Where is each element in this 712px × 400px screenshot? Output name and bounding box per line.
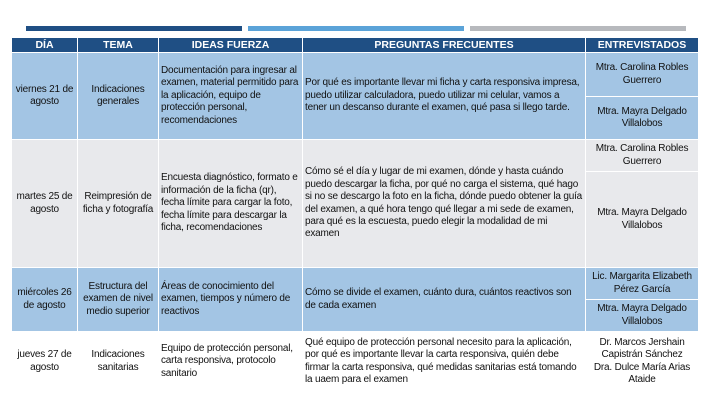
cell-tema: Reimpresión de ficha y fotografía	[78, 140, 159, 268]
cell-ideas-fuerza: Áreas de conocimiento del examen, tiempos y número de reactivos	[159, 268, 303, 332]
table-row	[12, 332, 699, 392]
entrevistado-name: Dr. Marcos Jershain Capistrán Sánchez	[599, 336, 685, 361]
top-bar-dark-blue	[26, 26, 242, 31]
cell-entrevistado: Mtra. Mayra Delgado Villalobos	[586, 300, 699, 332]
cell-dia: viernes 21 de agosto	[12, 53, 78, 140]
cell-entrevistado: Mtra. Mayra Delgado Villalobos	[586, 172, 699, 268]
cell-ideas-fuerza: Documentación para ingresar al examen, material permitido para la aplicación, equipo de protección personal, recomendaciones	[159, 53, 303, 140]
cell-preguntas: Cómo sé el día y lugar de mi examen, dónde y hasta cuándo puedo descargar la ficha, por qué no carga el sistema, qué hago si no se descargo la foto en la ficha, dónde puedo obtener la guía del examen, a qué hora tengo qué llegar a mi sede de examen, para qué es la escuesta, puedo elegir la modalidad de mi examen	[303, 140, 586, 268]
header-ideas-fuerza: IDEAS FUERZA	[159, 38, 303, 53]
cell-dia: jueves 27 de agosto	[12, 332, 78, 392]
cell-dia: miércoles 26 de agosto	[12, 268, 78, 332]
top-bar-grey	[470, 26, 686, 31]
cell-preguntas: Cómo se divide el examen, cuánto dura, cuántos reactivos son de cada examen	[303, 268, 586, 332]
cell-entrevistados	[586, 332, 699, 392]
header-dia: DÍA	[12, 38, 78, 53]
table-row	[12, 53, 699, 97]
table-row	[12, 140, 699, 172]
cell-tema: Indicaciones sanitarias	[78, 332, 159, 392]
cell-entrevistado: Mtra. Mayra Delgado Villalobos	[586, 97, 699, 140]
cell-entrevistado: Mtra. Carolina Robles Guerrero	[586, 53, 699, 97]
cell-preguntas: Qué equipo de protección personal necesito para la aplicación, por qué es importante llevar la carta responsiva, quién debe firmar la carta responsiva, qué medidas sanitarias está tomando la uaem para el examen	[303, 332, 586, 392]
entrevistado-name: Dra. Dulce María Arias Ataide	[593, 361, 691, 385]
cell-tema: Indicaciones generales	[78, 53, 159, 140]
top-bar-light-blue	[248, 26, 464, 31]
decorative-top-bars	[26, 26, 686, 31]
cell-preguntas: Por qué es importante llevar mi ficha y carta responsiva impresa, puedo utilizar calculadora, puedo utilizar mi celular, vamos a tener un descanso durante el examen, qué pasa si llego tarde.	[303, 53, 586, 140]
cell-tema: Estructura del examen de nivel medio superior	[78, 268, 159, 332]
schedule-table	[11, 37, 699, 392]
cell-ideas-fuerza: Encuesta diagnóstico, formato e información de la ficha (qr), fecha límite para cargar la foto, fecha límite para descargar la ficha, recomendaciones	[159, 140, 303, 268]
cell-dia: martes 25 de agosto	[12, 140, 78, 268]
table-row	[12, 268, 699, 300]
cell-ideas-fuerza: Equipo de protección personal, carta responsiva, protocolo sanitario	[159, 332, 303, 392]
header-entrevistados: ENTREVISTADOS	[586, 38, 699, 53]
cell-entrevistado: Mtra. Carolina Robles Guerrero	[586, 140, 699, 172]
cell-entrevistado: Lic. Margarita Elizabeth Pérez García	[586, 268, 699, 300]
table-header-row	[12, 38, 699, 53]
header-tema: TEMA	[78, 38, 159, 53]
header-preguntas-frecuentes: PREGUNTAS FRECUENTES	[303, 38, 586, 53]
